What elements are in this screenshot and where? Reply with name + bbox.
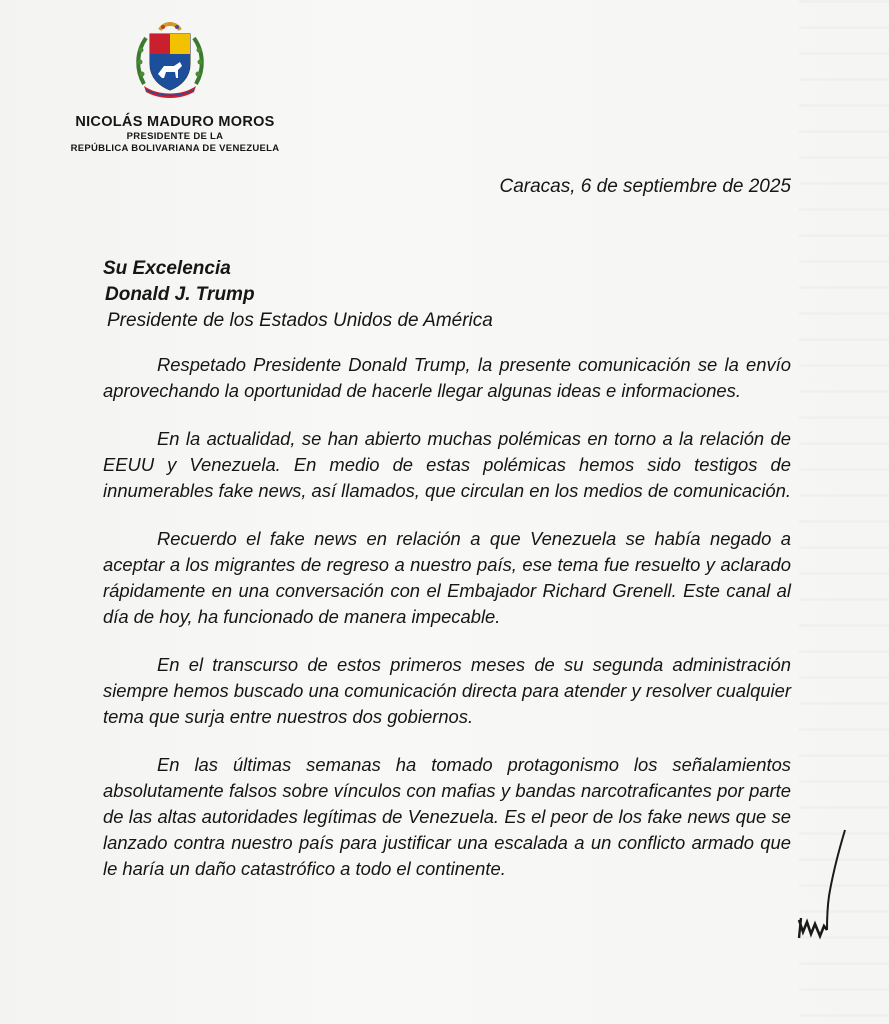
paragraph-4: En el transcurso de estos primeros meses de su segunda administración siempre hemos buscado una comunicación directa para atender y resolver cualquier tema que surja entre nuestros dos gobiernos. (103, 654, 791, 727)
letter-body (103, 352, 791, 904)
addressee-title: Presidente de los Estados Unidos de América (107, 310, 493, 331)
coat-of-arms-icon (134, 20, 206, 98)
paragraph-5: En las últimas semanas ha tomado protagonismo los señalamientos absolutamente falsos sobre vínculos con mafias y bandas narcotraficantes por parte de las altas autoridades legítimas de Venezuela. Es el peor de los fake news que se lanzado contra nuestro país para justificar una escalada a un conflicto armado que le haría un daño catastrófico a todo el continente. (103, 754, 791, 879)
letterhead (40, 114, 310, 155)
addressee-salutation: Su Excelencia (103, 258, 231, 279)
addressee-block (103, 256, 493, 334)
sender-title-line1: PRESIDENTE DE LA (126, 131, 224, 142)
paragraph-1: Respetado Presidente Donald Trump, la presente comunicación se la envío aprovechando la oportunidad de hacerle llegar algunas ideas e informaciones. (103, 354, 791, 401)
letter-date: Caracas, 6 de septiembre de 2025 (499, 176, 791, 197)
paragraph-3: Recuerdo el fake news en relación a que Venezuela se había negado a aceptar a los migrantes de regreso a nuestro país, ese tema fue resuelto y aclarado rápidamente en una conversación con el Embajador Richard Grenell. Este canal al día de hoy, ha funcionado de manera impecable. (103, 528, 791, 627)
signature-mark (793, 826, 853, 956)
sender-title-line2: REPÚBLICA BOLIVARIANA DE VENEZUELA (70, 143, 280, 154)
sender-name: NICOLÁS MADURO MOROS (75, 114, 275, 130)
paragraph-2: En la actualidad, se han abierto muchas polémicas en torno a la relación de EEUU y Venezuela. En medio de estas polémicas hemos sido testigos de innumerables fake news, así llamados, que circulan en los medios de comunicación. (103, 428, 791, 501)
addressee-name: Donald J. Trump (105, 284, 255, 305)
